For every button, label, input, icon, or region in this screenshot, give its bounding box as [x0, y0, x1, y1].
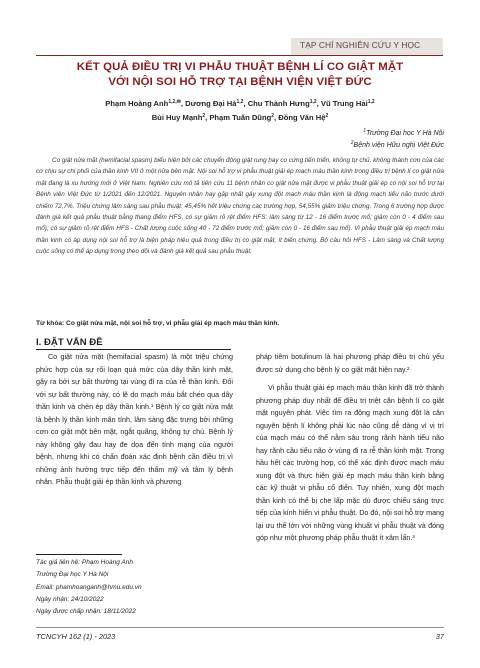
author-list-line-1	[36, 99, 444, 108]
keywords: Từ khóa: Co giật nửa mặt, nội soi hỗ trợ, vi phẫu giải ép mạch máu thần kinh.	[36, 320, 280, 327]
author-name: Đồng Văn Hệ	[278, 113, 326, 122]
author-affiliation-mark: 1,2,	[168, 99, 177, 105]
abstract	[36, 155, 444, 258]
author-separator: ,	[243, 99, 248, 108]
article-title-line-2: VỚI NỘI SOI HỖ TRỢ TẠI BỆNH VIỆN VIỆT ĐỨC	[108, 76, 372, 88]
author-affiliation-mark: 2	[325, 113, 329, 119]
footnote-line: Trường Đại học Y Hà Nội	[36, 571, 109, 579]
header-divider	[36, 55, 443, 56]
footnote-line: Email: phamhoanganh@hmu.edu.vn	[36, 583, 142, 591]
affiliation-1: $^1$Trường Đại học Y Hà Nội	[363, 128, 444, 137]
author-affiliation-mark: 2	[202, 113, 206, 119]
footnote-line: Tác giả liên hệ: Phạm Hoàng Anh	[36, 559, 133, 566]
paragraph: Vi phẫu thuật giải ép mạch máu thần kinh đã trở thành phương pháp duy nhất để điều trị triệt căn bệnh lí co giật mặt nguyên phát. Việc tìm ra động mạch xung đột là căn nguyên bệnh lí không phải lúc nào cũng dễ dàng vì vị trí của mạch máu có thể nằm sâu trong rãnh hành tiểu não hay rãnh cầu tiểu não ở vùng đi ra rễ thần kinh mặt. Trong hầu hết các trường hợp, có thể xác định được mạch máu xung đột và thực hiện giải ép mạch máu thần kinh bằng các kỹ thuật vi phẫu cổ điển. Tuy nhiên, xung đột mạch thần kinh có thể bị che lấp mặc dù được chiếu sáng trực tiếp của kính hiển vi phẫu thuật. Do đó, nội soi hỗ trợ mang lại ưu thế lớn với những vùng khuất vi phẫu thuật và đóng góp như một phương pháp phẫu thuật ít xâm lấn.³	[256, 384, 444, 542]
author-separator: ,	[274, 113, 279, 122]
author-list-line-2	[36, 113, 444, 122]
footnote-line: Ngày nhận: 24/10/2022	[36, 595, 104, 603]
author-separator: ,	[180, 99, 186, 108]
abstract-text: Co giật nửa mặt (hemifacial spasm) biểu hiện bởi các chuyển động giật rung hay co cứng tiến triển, không tự chủ, không thành cơn của các cơ chịu sự chi phối của thần kinh VII ở một nửa bên mặt. Nội soi hỗ trợ vi phẫu thuật giải ép mạch máu thần kinh trong điều trị bệnh lí co giật nửa mặt đang là xu hướng mới ở Việt Nam. Nghiên cứu mô tả tiến cứu 11 bệnh nhân co giật nửa mặt được vi phẫu thuật giải ép có nội soi hỗ trợ tại Bệnh viện Việt Đức từ 1/2021 đến 12/2021. Nguyên nhân hay gặp nhất gây xung đột mạch máu thần kinh là động mạch tiểu não trước dưới chiếm 72,7%. Triệu chứng lâm sàng sau phẫu thuật: 45,45% hết triệu chứng các trường hợp, 54,55% giảm triệu chứng. Trong 6 trường hợp được đánh giá kết quả phẫu thuật bằng thang điểm HFS, có sự giảm rõ rệt điểm HFS: lâm sàng từ 12 - 16 điểm trước mổ; giảm còn 0 - 4 điểm sau mổ); có sự giảm rõ rệt điểm HFS - Chất lượng cuộc sống 40 - 72 điểm trước mổ; giảm còn 0 - 16 điểm sau mổ). Vi phẫu thuật giải ép mạch máu thần kinh có áp dụng nội soi hỗ trợ là biện pháp hiệu quả trong điều trị co giật mặt, ít biến chứng. Bộ câu hỏi HFS - Lâm sàng và Chất lượng cuộc sống có thể áp dụng trong theo dõi và đánh giá kết quả sau phẫu thuật.	[36, 157, 444, 256]
footer-divider	[36, 627, 444, 628]
footnote-divider	[36, 554, 122, 555]
author-affiliation-mark: 1,2	[309, 99, 317, 105]
article-title-line-1: KẾT QUẢ ĐIỀU TRỊ VI PHẪU THUẬT BỆNH LÍ CO GIẬT MẶT	[76, 61, 404, 73]
author-affiliation-mark: 1,2	[367, 99, 375, 105]
author-name: Phạm Tuấn Dũng	[209, 113, 272, 122]
author-separator: ,	[316, 99, 321, 108]
author-affiliation-mark: 2	[271, 113, 274, 119]
author-name: Chu Thành Hưng	[247, 99, 310, 108]
journal-tag: TẠP CHÍ NGHIÊN CỨU Y HỌC	[300, 40, 421, 50]
author-separator: ,	[205, 113, 210, 122]
journal-issue: TCNCYH 162 (1) - 2023	[36, 632, 116, 641]
affiliation-2: $^2$Bệnh viện Hữu nghị Việt Đức	[350, 140, 444, 149]
author-affiliation-mark: 1,2	[236, 99, 244, 105]
correspondence-footnote	[36, 557, 233, 618]
author-name: Phạm Hoàng Anh	[105, 99, 169, 108]
author-name: Dương Đại Hà	[185, 99, 237, 108]
left-column	[36, 351, 233, 489]
paragraph: Co giật nửa mặt (hemifacial spasm) là một triệu chứng phức hợp của sự rối loạn quá mức của dây thần kinh mặt, gây ra bởi sự bất thường tại vùng đi ra của rễ thần kinh. Đối với sự bất thường này, có lẽ do mạch máu bắt chéo qua dây thần kinh và chèn ép dây thần kinh.¹ Bệnh lý co giật nửa mặt là bệnh lý thần kinh mãn tính, lâm sàng đặc trưng bởi những cơn co giật một bên mặt, ngắt quãng, không tự chủ. Bệnh lý này không gây đau hay đe dọa đến tính mạng của người bệnh, nhưng khi có chẩn đoán xác định bệnh cần điều trị vì những ảnh hưởng trực tiếp đến thẩm mỹ và tâm lý bệnh nhân. Phẫu thuật giải ép thần kinh và phương	[36, 353, 233, 486]
page-number: 37	[435, 632, 444, 641]
author-name: Vũ Trung Hải	[320, 99, 368, 108]
section-underline	[36, 349, 231, 350]
footnote-line: Ngày được chấp nhận: 18/11/2022	[36, 608, 136, 616]
section-heading: I. ĐẶT VẤN ĐỀ	[36, 337, 103, 348]
author-name: Bùi Huy Mạnh	[151, 113, 203, 122]
corresponding-author-icon: ✉	[176, 99, 181, 105]
right-column	[256, 351, 444, 545]
paragraph: pháp tiêm botulinum là hai phương pháp điều trị chủ yếu được sử dụng cho bệnh lý co giật mặt hiện nay.²	[256, 353, 444, 374]
